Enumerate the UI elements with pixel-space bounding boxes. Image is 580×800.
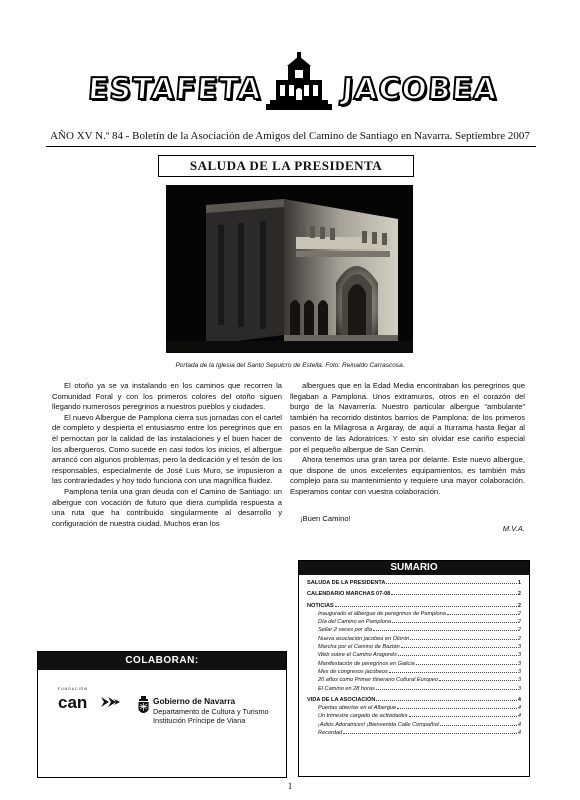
toc-leader	[376, 700, 517, 701]
toc-item-row	[307, 704, 521, 712]
toc-label: Puertas abiertas en el Albergue	[318, 705, 397, 712]
article-paragraph: Ahora tenemos una gran tarea por delante. Este nuevo albergue, que dispone de unos excelentes equipamientos, es también más complejo para su mantenimiento y requiere una mayor colaboración. Esperamos contar con vuestra colaboración.	[290, 455, 525, 496]
toc-page: 2	[517, 610, 521, 617]
toc-label: VIDA DE LA ASOCIACIÓN	[307, 696, 376, 703]
gobierno-department: Departamento de Cultura y Turismo	[153, 707, 269, 716]
toc-leader	[373, 630, 517, 631]
toc-page: 2	[517, 591, 521, 598]
toc-item-row	[307, 626, 521, 634]
toc-label: Web sobre el Camino Aragonés	[318, 652, 397, 659]
toc-label: ¡Adiós Adoratrices! ¡Bienvenida Calle Compañía!	[318, 721, 440, 728]
gobierno-institution: Institución Príncipe de Viana	[153, 716, 246, 725]
toc-item-row	[307, 685, 521, 693]
toc-item-row	[307, 618, 521, 626]
toc-leader	[410, 639, 516, 640]
article-column-right	[290, 381, 525, 535]
toc-item-row	[307, 651, 521, 659]
toc-section-row	[307, 590, 521, 598]
sumario-box	[298, 560, 530, 777]
toc-section-row	[307, 579, 521, 587]
toc-label: Recordad	[318, 730, 343, 737]
toc-page: 3	[517, 644, 521, 651]
church-tower-icon	[266, 52, 332, 110]
toc-leader	[392, 622, 517, 623]
toc-leader	[389, 672, 517, 673]
article-paragraph: El otoño ya se va instalando en los caminos que recorren la Comunidad Foral y con los primeros colores del otoño siguen llegando numerosos peregrinos a nuestros pueblos y ciudades.	[52, 381, 282, 412]
toc-item-row	[307, 668, 521, 676]
toc-leader	[416, 664, 517, 665]
toc-label: NOTICIAS	[307, 602, 334, 609]
fundacion-can-logo	[58, 687, 128, 727]
toc-item-row	[307, 635, 521, 643]
toc-leader	[447, 614, 517, 615]
toc-label: 20 años como Primer Itinerario Cultural Europeo	[318, 677, 439, 684]
toc-leader	[343, 733, 517, 734]
toc-leader	[401, 647, 517, 648]
toc-page: 2	[517, 635, 521, 642]
toc-leader	[397, 708, 517, 709]
table-of-contents	[307, 579, 521, 737]
toc-label: SALUDA DE LA PRESIDENTA	[307, 580, 386, 586]
toc-leader	[439, 680, 517, 681]
masthead-title-left: ESTAFETA	[86, 72, 264, 107]
toc-label: Inaugurado el albergue de peregrinos de Pamplona	[318, 610, 446, 617]
gobierno-title: Gobierno de Navarra	[153, 696, 236, 706]
toc-page: 4	[517, 713, 521, 720]
toc-section-row	[307, 602, 521, 610]
toc-page: 4	[517, 705, 521, 712]
toc-item-row	[307, 660, 521, 668]
toc-page: 4	[517, 730, 521, 737]
toc-page: 3	[517, 668, 521, 675]
toc-page: 2	[517, 602, 521, 609]
toc-item-row	[307, 676, 521, 684]
toc-page: 3	[517, 685, 521, 692]
toc-leader	[386, 583, 516, 584]
toc-page: 4	[517, 721, 521, 728]
signature: M.V.A.	[502, 524, 525, 534]
toc-page: 2	[517, 627, 521, 634]
navarra-coat-of-arms-icon	[138, 696, 149, 716]
toc-leader	[335, 606, 517, 607]
toc-item-row	[307, 643, 521, 651]
toc-label: Día del Camino en Pamplona	[318, 619, 392, 626]
page-number: 1	[287, 781, 293, 791]
toc-item-row	[307, 610, 521, 618]
toc-label: Mes de congresos jacobeos	[318, 668, 388, 675]
photo-caption: Portada de la Iglesia del Santo Sepulcro de Estella. Foto: Reinaldo Carrascosa.	[175, 362, 405, 369]
can-small-label: FUNDACIÓN	[58, 687, 88, 691]
article-title: SALUDA DE LA PRESIDENTA	[158, 155, 414, 177]
toc-label: Sellar 2 veces por día	[318, 627, 373, 634]
toc-item-row	[307, 729, 521, 737]
masthead	[60, 52, 520, 112]
toc-page: 3	[517, 677, 521, 684]
colaboran-box	[37, 651, 287, 778]
header-rule	[46, 146, 536, 147]
toc-leader	[440, 725, 517, 726]
greeting: ¡Buen Camino!	[300, 513, 351, 523]
toc-label: El Camino en 28 horas	[318, 685, 375, 692]
toc-item-row	[307, 712, 521, 720]
article-paragraph: El nuevo Albergue de Pamplona cierra sus jornadas con el cartel de completo y despierta el entusiasmo entre los peregrinos que en él pernoctan por la calidad de las instalaciones y el buen hacer de los albergueros. Como sucede en casi todos los inicios, el albergue arrancó con algunos problemas, pero la dedicación y el tesón de los responsables, especialmente de José Luis Muro, se impusieron a las contrariedades y hoy todo funciona con una magnífica fluidez.	[52, 412, 282, 486]
gobierno-navarra-logo	[138, 696, 283, 746]
article-paragraph: Pamplona tenía una gran deuda con el Camino de Santiago: un albergue con vocación de futuro que diera cumplida respuesta a una ruta que ha contribuido singularmente al desarrollo y configuración de nuestra ciudad. Muchos eran los	[52, 486, 282, 528]
toc-page: 2	[517, 619, 521, 626]
toc-section-row	[307, 696, 521, 704]
toc-leader	[409, 716, 517, 717]
toc-page: 3	[517, 652, 521, 659]
toc-leader	[398, 655, 517, 656]
toc-label: Marcha por el Camino de Baztán	[318, 644, 400, 651]
toc-page: 4	[517, 696, 521, 703]
toc-leader	[391, 594, 517, 595]
toc-page: 3	[517, 660, 521, 667]
article-column-left	[52, 381, 282, 529]
sumario-heading: SUMARIO	[299, 561, 529, 575]
toc-label: Nueva asociación jacobea en Olorón	[318, 635, 410, 642]
toc-item-row	[307, 721, 521, 729]
issue-line: AÑO XV N.º 84 - Boletín de la Asociación de Amigos del Camino de Santiago en Navarra. Septiembre 2007	[50, 130, 530, 142]
toc-leader	[376, 689, 517, 690]
can-arrows-icon	[101, 695, 121, 709]
toc-label: Un trimestre cargado de actividades	[318, 713, 408, 720]
can-wordmark: can	[58, 693, 88, 712]
masthead-title-right: JACOBEA	[340, 72, 499, 107]
toc-label: CALENDARIO MARCHAS 07-08	[307, 591, 391, 598]
article-paragraph: albergues que en la Edad Media encontraban los peregrinos que llegaban a Pamplona. Unos extramuros, otros en el corazón del burgo de la Navarrería. Nuestro particular albergue “ambulante” también ha recorrido distintos barrios de Pamplona: de los primeros pasos en la Milagrosa a Argaray, de aquí a Iturrama hasta llegar al convento de las Adoratrices. Y esto sin olvidar ese cariño especial por el pequeño albergue de San Cernin.	[290, 381, 525, 454]
toc-page: 1	[517, 580, 521, 586]
colaboran-heading: COLABORAN:	[38, 652, 286, 670]
toc-label: Manifestación de peregrinos en Galicia	[318, 660, 415, 667]
church-facade-photo	[166, 185, 413, 353]
